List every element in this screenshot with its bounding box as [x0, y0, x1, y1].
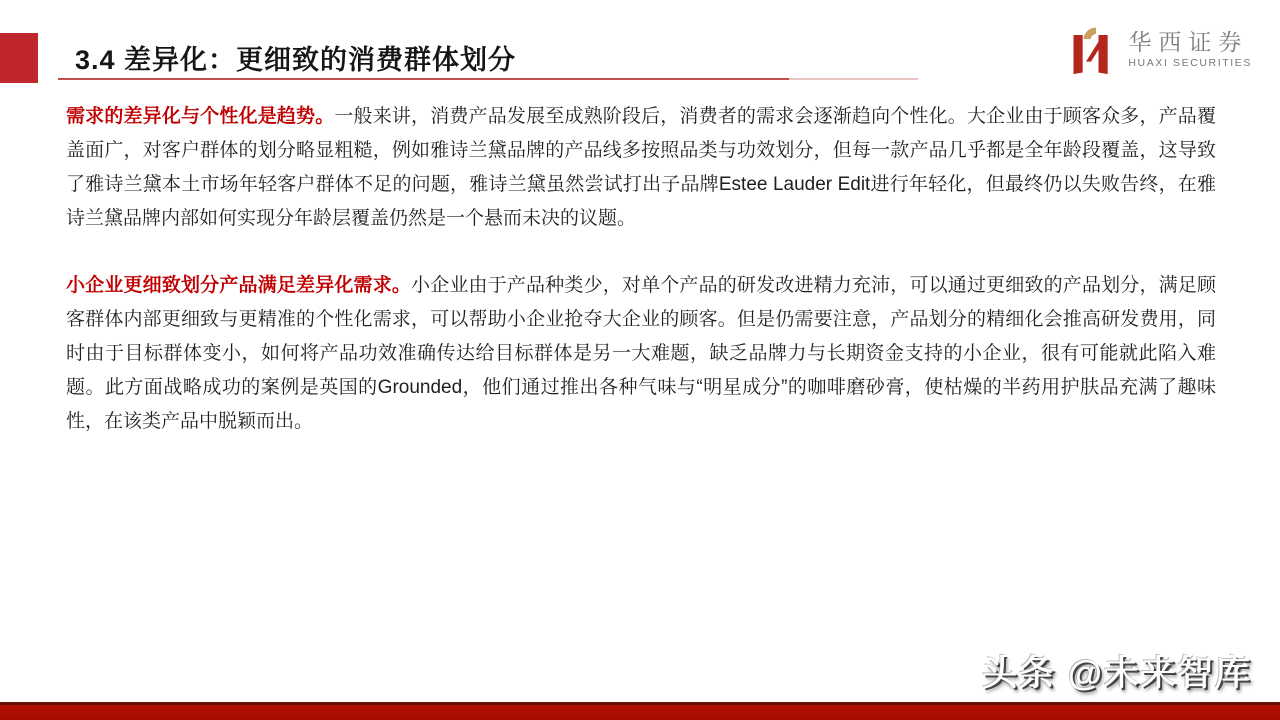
- paragraph-1-text: 一般来讲，消费产品发展至成熟阶段后，消费者的需求会逐渐趋向个性化。大企业由于顾客众多，产品覆盖面广，对客户群体的划分略显粗糙，例如雅诗兰黛品牌的产品线多按照品类与功效划分，但每一款产品几乎都是全年龄段覆盖，这导致了雅诗兰黛本土市场年轻客户群体不足的问题，雅诗兰黛虽然尝试打出子品牌Estee Lauder Edit进行年轻化，但最终仍以失败告终，在雅诗兰黛品牌内部如何实现分年龄层覆盖仍然是一个悬而未决的议题。: [66, 106, 1216, 229]
- paragraph-2: [66, 269, 1216, 439]
- watermark: 头条 @未来智库: [982, 654, 1252, 693]
- slide-body: [66, 100, 1216, 439]
- huaxi-logo-icon: [1066, 24, 1116, 76]
- paragraph-2-text: 小企业由于产品种类少，对单个产品的研发改进精力充沛，可以通过更细致的产品划分，满足顾客群体内部更细致与更精准的个性化需求，可以帮助小企业抢夺大企业的顾客。但是仍需要注意，产品划分的精细化会推高研发费用，同时由于目标群体变小，如何将产品功效准确传达给目标群体是另一大难题，缺乏品牌力与长期资金支持的小企业，很有可能就此陷入难题。此方面战略成功的案例是英国的Grounded，他们通过推出各种气味与“明星成分”的咖啡磨砂膏，使枯燥的半药用护肤品充满了趣味性，在该类产品中脱颖而出。: [66, 275, 1216, 432]
- logo-cn-text: 华西证券: [1128, 30, 1249, 55]
- huaxi-logo: [1066, 24, 1252, 76]
- title-underline: [58, 78, 918, 80]
- header-accent-square: [0, 33, 38, 83]
- logo-text: [1128, 30, 1252, 70]
- paragraph-1-lead: 需求的差异化与个性化是趋势。: [66, 106, 335, 127]
- page-title: 3.4 差异化：更细致的消费群体划分: [75, 45, 517, 75]
- logo-en-text: HUAXI SECURITIES: [1128, 57, 1252, 69]
- paragraph-2-lead: 小企业更细致划分产品满足差异化需求。: [66, 275, 412, 296]
- paragraph-1: [66, 100, 1216, 236]
- bottom-bar: [0, 702, 1280, 720]
